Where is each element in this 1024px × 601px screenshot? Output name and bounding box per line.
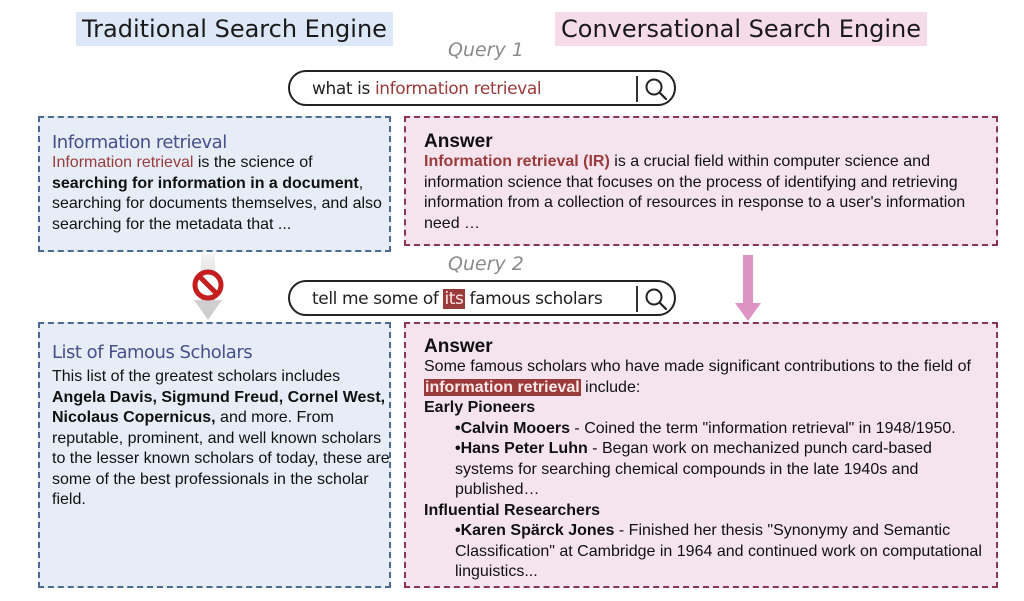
conversational-header: Conversational Search Engine — [555, 12, 927, 46]
query-2-text: tell me some of its famous scholars — [312, 289, 603, 309]
search-divider — [636, 286, 638, 312]
list-item: •Hans Peter Luhn - Began work on mechanized punch card-based systems for searching chemical compounds in the late 1940s and published… — [455, 440, 932, 498]
result-1-snippet: Information retrieval is the science of searching for information in a document, searching for documents themselves, and also searching for the metadata that ... — [52, 154, 382, 233]
search-icon[interactable] — [642, 286, 670, 312]
answer-2-title: Answer — [424, 336, 493, 357]
list-item: •Calvin Mooers - Coined the term "information retrieval" in 1948/1950. — [455, 419, 956, 437]
prohibited-icon — [195, 272, 221, 298]
traditional-header: Traditional Search Engine — [76, 12, 393, 46]
result-1-title: Information retrieval — [52, 132, 227, 153]
conversational-answer-2 — [404, 322, 998, 588]
traditional-result-1 — [38, 116, 391, 252]
answer-1-text: Information retrieval (IR) is a crucial field within computer science and information science that focuses on the process of identifying and retrieving information from a collection of resources in response to a user's information need … — [424, 153, 966, 232]
search-divider — [636, 76, 638, 102]
section-heading: Influential Researchers — [424, 501, 601, 519]
search-icon[interactable] — [642, 76, 670, 102]
traditional-result-2 — [38, 322, 391, 588]
search-bar-query-2[interactable] — [288, 280, 676, 316]
answer-1-title: Answer — [424, 131, 493, 152]
answer-2-intro: Some famous scholars who have made significant contributions to the field of information retrieval include: — [424, 358, 971, 396]
result-2-title: List of Famous Scholars — [52, 342, 253, 363]
answer-2-text — [424, 357, 994, 583]
query-2-label: Query 2 — [448, 253, 524, 275]
conversational-answer-1 — [404, 116, 998, 246]
query-1-label: Query 1 — [448, 39, 524, 61]
result-2-snippet: This list of the greatest scholars includes Angela Davis, Sigmund Freud, Cornel West, Nicolaus Copernicus, and more. From reputable, prominent, and well known scholars to the lesser known scholars of today, these are some of the best professionals in the scholar field. — [52, 368, 390, 508]
blocked-arrow — [190, 252, 226, 322]
query-2-pronoun: its — [444, 289, 464, 309]
list-item: •Karen Spärck Jones - Finished her thesis "Synonymy and Semantic Classification" at Cambridge in 1964 and continued work on computational linguistics... — [455, 522, 982, 580]
answer-2-keyword: information retrieval — [425, 378, 580, 396]
query-1-keyword: information retrieval — [374, 79, 542, 99]
section-heading: Early Pioneers — [424, 399, 536, 416]
down-arrow — [734, 253, 762, 323]
query-1-text: what is information retrieval — [312, 79, 542, 99]
search-bar-query-1[interactable] — [288, 70, 676, 106]
